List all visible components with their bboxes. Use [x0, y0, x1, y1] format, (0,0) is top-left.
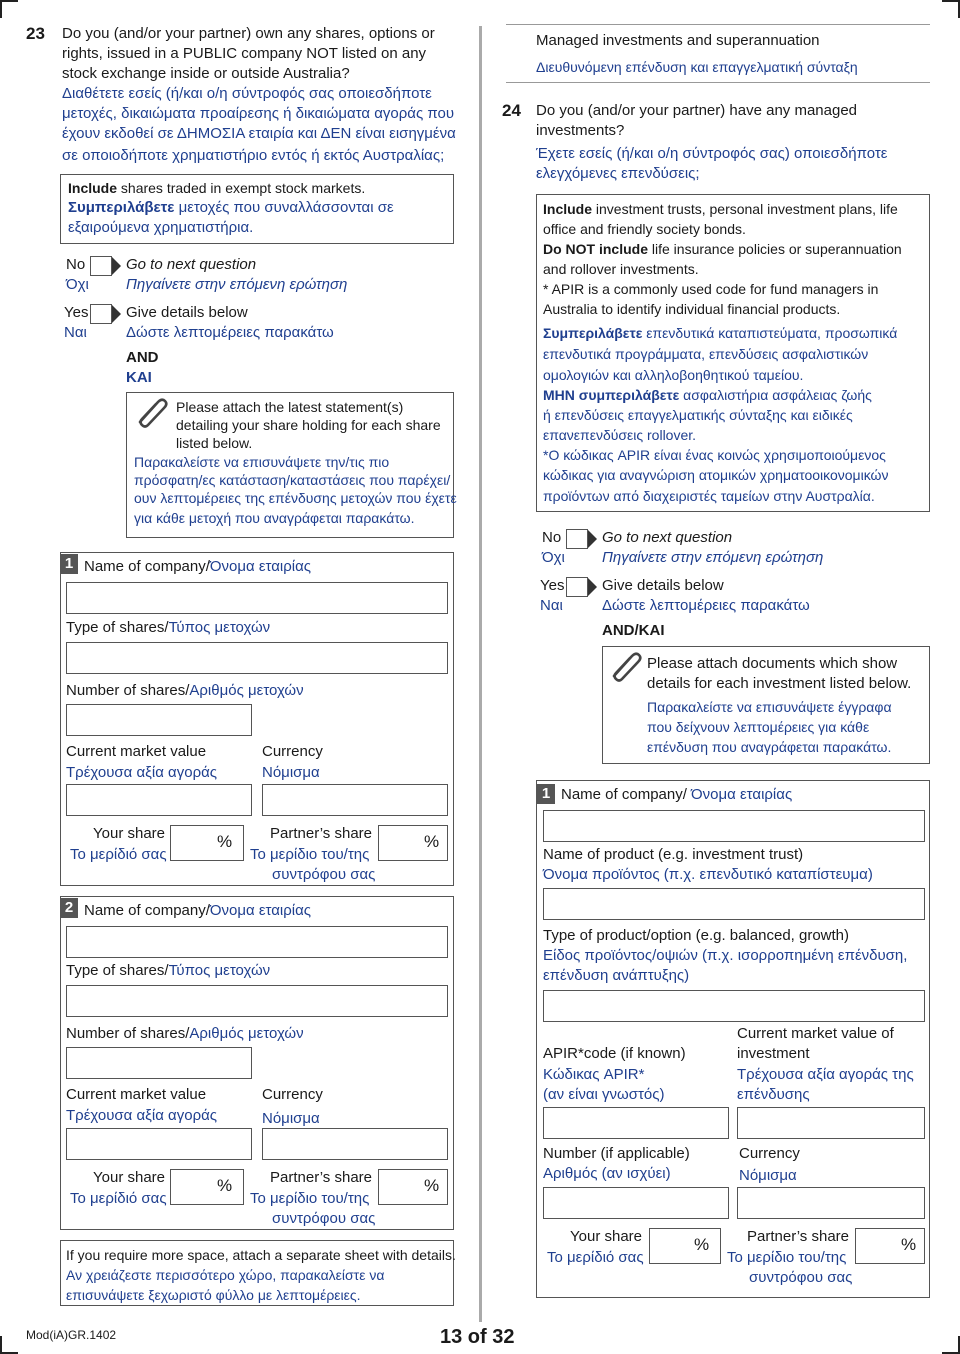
q23-and: AND: [126, 349, 159, 366]
apir-code-field[interactable]: [543, 1107, 729, 1139]
currency-label-gr: Νόμισμα: [262, 1110, 320, 1127]
q24-notinclude-gr-3: επανεπενδύσεις rollover.: [543, 427, 697, 443]
q23-kai: ΚΑΙ: [126, 369, 152, 386]
q24-notinclude-line-2: and rollover investments.: [543, 261, 699, 277]
product-type-label-gr-2: επένδυση ανάπτυξης): [543, 967, 690, 984]
q24-apir-gr-3: προϊόντων από διαχειριστές ταμείων στην Αυστραλία.: [543, 488, 875, 504]
q23-attach-gr-2: πρόσφατη/ες κατάσταση/καταστάσεις που παρέχει/: [134, 472, 451, 488]
q24-give-details: Give details below: [602, 577, 724, 594]
share-type-label: Type of shares/Τύπος μετοχών: [66, 619, 271, 636]
crop-mark-tl-v: [0, 0, 2, 18]
q23-yes-label-gr: Ναι: [64, 324, 87, 341]
q24-include-gr: Συμπεριλάβετε επενδυτικά καταπιστεύματα, προσωπικά: [543, 325, 898, 341]
section-bottom-rule: [506, 82, 930, 83]
company-label: Name of company/Όνομα εταιρίας: [84, 902, 312, 919]
q23-yes-checkbox[interactable]: [90, 304, 112, 324]
q24-notinclude-gr: ΜΗΝ συμπεριλάβετε ασφαλιστήρια ασφάλειας ζωής: [543, 387, 872, 403]
crop-mark-bl-v: [0, 1336, 2, 1354]
q23-attach-3: listed below.: [176, 435, 253, 451]
q23-give-details: Give details below: [126, 304, 248, 321]
apir-code-label-gr-1: Κώδικας APIR*: [543, 1066, 645, 1083]
q23-text-en-1: Do you (and/or your partner) own any shares, options or: [62, 25, 435, 42]
question-number-24: 24: [502, 101, 521, 120]
q24-go-next: Go to next question: [602, 529, 733, 546]
currency-label-gr: Νόμισμα: [739, 1167, 797, 1184]
your-share-label-gr: Το μερίδιό σας: [70, 1190, 167, 1207]
currency-label: Currency: [262, 1086, 323, 1103]
share-number-label: Number of shares/Αριθμός μετοχών: [66, 682, 304, 699]
company-name-field[interactable]: [543, 810, 925, 842]
q24-attach-gr-1: Παρακαλείστε να επισυνάψετε έγγραφα: [647, 699, 892, 715]
investment-value-field[interactable]: [737, 1107, 925, 1139]
arrow-right-icon: [588, 578, 597, 596]
more-space-gr-2: επισυνάψετε ξεχωριστό φύλλο με λεπτομέρειες.: [66, 1287, 361, 1303]
q24-yes-label-gr: Ναι: [540, 597, 563, 614]
company-name-field[interactable]: [66, 582, 448, 614]
your-share-field[interactable]: [649, 1228, 721, 1264]
company-label: Name of company/ Όνομα εταιρίας: [561, 786, 793, 803]
q23-include-gr-line-2: εξαιρούμενα χρηματιστήρια.: [68, 219, 254, 236]
paperclip-icon: [134, 396, 170, 428]
q24-apir-gr-1: *Ο κώδικας APIR είναι ένας κοινώς χρησιμοποιούμενος: [543, 447, 886, 463]
q24-text-en-2: investments?: [536, 122, 625, 139]
partner-share-label: Partner’s share: [747, 1228, 849, 1245]
section-title: Managed investments and superannuation: [536, 32, 820, 49]
currency-field[interactable]: [262, 1128, 448, 1160]
percent-sign: %: [694, 1235, 710, 1254]
investment-value-label-2: investment: [737, 1045, 810, 1062]
product-type-label: Type of product/option (e.g. balanced, growth): [543, 927, 850, 944]
q23-attach-1: Please attach the latest statement(s): [176, 399, 404, 415]
question-number-23: 23: [26, 24, 45, 43]
q24-include-gr-3: ομολογιών και αλληλοβοηθητικού ταμείου.: [543, 367, 804, 383]
number-field[interactable]: [543, 1187, 729, 1219]
q23-go-next: Go to next question: [126, 256, 257, 273]
q24-go-next-gr: Πηγαίνετε στην επόμενη ερώτηση: [602, 549, 824, 566]
q23-text-en-2: rights, issued in a PUBLIC company NOT listed on any: [62, 45, 427, 62]
percent-sign: %: [217, 832, 233, 851]
entry-number-badge: 2: [60, 898, 78, 918]
share-number-label: Number of shares/Αριθμός μετοχών: [66, 1025, 304, 1042]
q24-attach-gr-2: που δείχνουν λεπτομέρειες για κάθε: [647, 719, 870, 735]
q23-go-next-gr: Πηγαίνετε στην επόμενη ερώτηση: [126, 276, 348, 293]
more-space-gr-1: Αν χρειάζεστε περισσότερο χώρο, παρακαλείστε να: [66, 1267, 385, 1283]
more-space-en: If you require more space, attach a separate sheet with details.: [66, 1247, 456, 1263]
market-value-label: Current market value: [66, 743, 207, 760]
q24-notinclude-gr-2: ή επενδύσεις επαγγελματικής σύνταξης και ειδικές: [543, 407, 853, 423]
q24-include-gr-2: επενδυτικά προγράμματα, επενδύσεις ασφαλιστικών: [543, 346, 869, 362]
q24-text-gr-2: ελεγχόμενες επενδύσεις;: [536, 165, 700, 182]
product-type-label-gr-1: Είδος προϊόντος/οψιών (π.χ. ισορροπημένη επένδυση,: [543, 947, 908, 964]
paperclip-icon: [608, 650, 644, 682]
product-name-field[interactable]: [543, 888, 925, 920]
q24-apir-2: Australia to identify individual financial products.: [543, 301, 841, 317]
percent-sign: %: [424, 1176, 440, 1195]
q24-no-label-gr: Όχι: [542, 549, 565, 566]
product-type-field[interactable]: [543, 990, 925, 1022]
market-value-label-gr: Τρέχουσα αξία αγοράς: [66, 764, 218, 781]
apir-code-label-gr-2: (αν είναι γνωστός): [543, 1086, 665, 1103]
partner-share-label: Partner’s share: [270, 825, 372, 842]
entry-number-badge: 1: [60, 554, 78, 574]
product-name-label-gr: Όνομα προϊόντος (π.χ. επενδυτικό καταπίστευμα): [543, 866, 873, 883]
q24-yes-checkbox[interactable]: [566, 577, 588, 597]
currency-label-gr: Νόμισμα: [262, 764, 320, 781]
share-type-label: Type of shares/Τύπος μετοχών: [66, 962, 271, 979]
section-title-gr: Διευθυνόμενη επένδυση και επαγγελματική σύνταξη: [536, 59, 858, 75]
number-label-gr: Αριθμός (αν ισχύει): [543, 1165, 671, 1182]
q24-and-kai: AND/ΚΑΙ: [602, 622, 665, 639]
percent-sign: %: [217, 1176, 233, 1195]
currency-label: Currency: [262, 743, 323, 760]
q23-include-line: Include shares traded in exempt stock markets.: [68, 180, 366, 196]
q23-text-gr-4: σε οποιοδήποτε χρηματιστήριο εντός ή εκτός Αυστραλίας;: [62, 147, 445, 164]
entry-number-badge: 1: [537, 784, 555, 804]
q23-no-checkbox[interactable]: [90, 256, 112, 276]
q24-apir-gr-2: κώδικας για αναγνώριση ατομικών χρηματοοικονομικών: [543, 467, 889, 483]
apir-code-label: APIR*code (if known): [543, 1045, 686, 1062]
q23-text-gr-1: Διαθέτετε εσείς (ή/και ο/η σύντροφός σας οποιεσδήποτε: [62, 85, 432, 102]
q24-notinclude-line: Do NOT include life insurance policies or superannuation: [543, 241, 902, 257]
partner-share-label: Partner’s share: [270, 1169, 372, 1186]
q24-include-line: Include investment trusts, personal investment plans, life: [543, 201, 898, 217]
q23-attach-gr-3: ουν λεπτομέρειες της επένδυσης μετοχών που έχετε: [134, 490, 457, 506]
q24-attach-gr-3: επένδυση που αναγράφεται παρακάτω.: [647, 739, 892, 755]
q23-include-gr-line: Συμπεριλάβετε μετοχές που συναλλάσσονται σε: [68, 199, 394, 216]
your-share-label: Your share: [93, 825, 165, 842]
q23-yes-label: Yes: [64, 304, 89, 321]
q24-no-checkbox[interactable]: [566, 529, 588, 549]
percent-sign: %: [424, 832, 440, 851]
share-number-field[interactable]: [66, 1047, 252, 1079]
partner-share-label-gr-1: Το μερίδιο του/της: [727, 1249, 847, 1266]
crop-mark-tl-h: [0, 0, 18, 2]
partner-share-label-gr-2: συντρόφου σας: [272, 866, 376, 883]
market-value-field[interactable]: [66, 784, 252, 816]
investment-value-label-gr-1: Τρέχουσα αξία αγοράς της: [737, 1066, 914, 1083]
partner-share-label-gr-1: Το μερίδιο του/της: [250, 846, 370, 863]
section-top-rule: [506, 24, 930, 25]
share-number-field[interactable]: [66, 704, 252, 736]
form-code: Mod(iA)GR.1402: [26, 1328, 117, 1342]
q23-text-gr-2: μετοχές, δικαιώματα προαίρεσης ή δικαιώματα αγοράς που: [62, 105, 455, 122]
q24-yes-label: Yes: [540, 577, 565, 594]
q23-text-en-3: stock exchange inside or outside Australia?: [62, 65, 350, 82]
market-value-label-gr: Τρέχουσα αξία αγοράς: [66, 1107, 218, 1124]
your-share-label: Your share: [570, 1228, 642, 1245]
investment-value-label-gr-2: επένδυσης: [737, 1086, 810, 1103]
share-type-field[interactable]: [66, 985, 448, 1017]
q24-no-label: No: [542, 529, 562, 546]
q24-give-details-gr: Δώστε λεπτομέρειες παρακάτω: [602, 597, 810, 614]
arrow-right-icon: [112, 305, 121, 323]
company-label: Name of company/Όνομα εταιρίας: [84, 558, 312, 575]
number-label: Number (if applicable): [543, 1145, 690, 1162]
page-number: 13 of 32: [440, 1326, 515, 1348]
arrow-right-icon: [112, 257, 121, 275]
q23-attach-gr-4: για κάθε μετοχή που αναγράφεται παρακάτω.: [134, 510, 415, 526]
q23-no-label-gr: Όχι: [66, 276, 89, 293]
currency-field[interactable]: [737, 1187, 925, 1219]
company-name-field[interactable]: [66, 926, 448, 958]
q24-text-en-1: Do you (and/or your partner) have any managed: [536, 102, 858, 119]
q23-attach-gr-1: Παρακαλείστε να επισυνάψετε την/τις πιο: [134, 454, 390, 470]
q24-text-gr-1: Έχετε εσείς (ή/και ο/η σύντροφός σας) οποιεσδήποτε: [536, 145, 888, 162]
column-divider: [479, 26, 482, 1322]
market-value-field[interactable]: [66, 1128, 252, 1160]
investment-value-label-1: Current market value of: [737, 1025, 894, 1042]
partner-share-label-gr-2: συντρόφου σας: [272, 1210, 376, 1227]
currency-label: Currency: [739, 1145, 800, 1162]
market-value-label: Current market value: [66, 1086, 207, 1103]
q24-attach-1: Please attach documents which show: [647, 655, 898, 672]
your-share-label-gr: Το μερίδιό σας: [547, 1249, 644, 1266]
q23-attach-2: detailing your share holding for each share: [176, 417, 441, 433]
q23-no-label: No: [66, 256, 86, 273]
q24-include-line-2: office and friendly society bonds.: [543, 221, 746, 237]
currency-field[interactable]: [262, 784, 448, 816]
share-type-field[interactable]: [66, 642, 448, 674]
partner-share-label-gr-1: Το μερίδιο του/της: [250, 1190, 370, 1207]
product-name-label: Name of product (e.g. investment trust): [543, 846, 804, 863]
your-share-label-gr: Το μερίδιό σας: [70, 846, 167, 863]
your-share-field[interactable]: [170, 825, 244, 861]
q23-text-gr-3: έχουν εκδοθεί σε ΔΗΜΟΣΙΑ εταιρία και ΔΕΝ είναι εισηγμένα: [62, 125, 456, 142]
q23-give-details-gr: Δώστε λεπτομέρειες παρακάτω: [126, 324, 334, 341]
your-share-field[interactable]: [170, 1169, 244, 1205]
partner-share-label-gr-2: συντρόφου σας: [749, 1269, 853, 1286]
q24-attach-2: details for each investment listed below.: [647, 675, 912, 692]
percent-sign: %: [901, 1235, 917, 1254]
your-share-label: Your share: [93, 1169, 165, 1186]
q24-apir-1: * APIR is a commonly used code for fund managers in: [543, 281, 879, 297]
arrow-right-icon: [588, 530, 597, 548]
